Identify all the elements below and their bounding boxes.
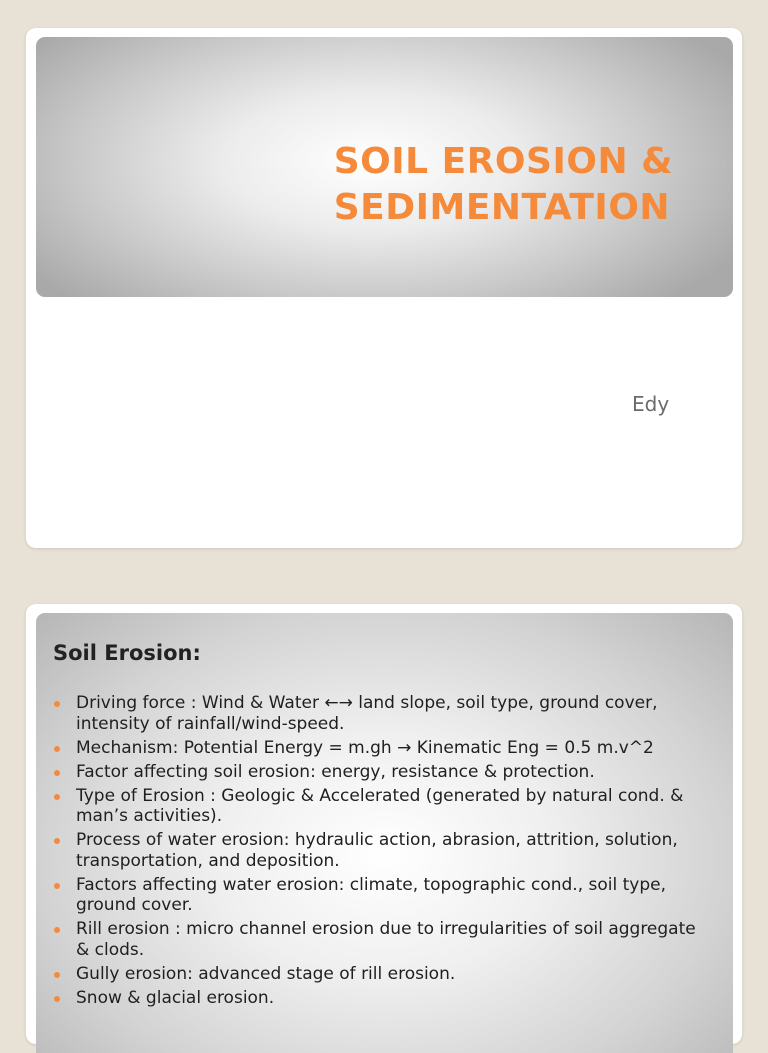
bullet-text: Mechanism: Potential Energy = m.gh → Kinematic Eng = 0.5 m.v^2 — [76, 737, 654, 758]
slide-title-line-1: SOIL EROSION & — [333, 141, 673, 182]
bullet-item-mechanism — [53, 738, 703, 759]
content-slide — [26, 604, 742, 1044]
bullet-dot-icon — [54, 701, 60, 707]
bullet-text: Process of water erosion: hydraulic action, abrasion, attrition, solution, transportation, and deposition. — [76, 830, 678, 871]
slide-title-line-2: SEDIMENTATION — [333, 187, 671, 228]
title-slide — [26, 28, 742, 548]
bullet-item-gully-erosion — [53, 964, 703, 985]
bullet-text: Driving force : Wind & Water ←→ land slope, soil type, ground cover, intensity of rainfall/wind-speed. — [76, 693, 658, 734]
bullet-dot-icon — [54, 770, 60, 776]
content-heading: Soil Erosion: — [53, 641, 201, 665]
bullet-text: Type of Erosion : Geologic & Accelerated (generated by natural cond. & man’s activities). — [76, 785, 684, 826]
bullet-item-driving-force — [53, 693, 703, 734]
bullet-dot-icon — [54, 883, 60, 889]
bullet-text: Rill erosion : micro channel erosion due to irregularities of soil aggregate & clods. — [76, 919, 696, 960]
bullet-text: Gully erosion: advanced stage of rill erosion. — [76, 963, 456, 984]
bullet-item-factors-water-erosion — [53, 875, 703, 916]
bullet-dot-icon — [54, 972, 60, 978]
bullet-item-type-of-erosion — [53, 786, 703, 827]
slide-subtitle-author: Edy — [632, 392, 670, 416]
bullet-dot-icon — [54, 746, 60, 752]
bullet-text: Snow & glacial erosion. — [76, 987, 275, 1008]
bullet-dot-icon — [54, 927, 60, 933]
bullet-item-process-water-erosion — [53, 830, 703, 871]
bullet-dot-icon — [54, 996, 60, 1002]
bullet-dot-icon — [54, 838, 60, 844]
slide-title — [334, 139, 673, 231]
bullet-text: Factor affecting soil erosion: energy, resistance & protection. — [76, 761, 595, 782]
content-panel — [36, 613, 733, 1053]
bullet-text: Factors affecting water erosion: climate, topographic cond., soil type, ground cover. — [76, 874, 667, 915]
title-panel — [36, 37, 733, 297]
bullet-item-rill-erosion — [53, 919, 703, 960]
bullet-dot-icon — [54, 794, 60, 800]
bullet-item-factor-affecting — [53, 762, 703, 783]
bullet-item-snow-glacial-erosion — [53, 988, 703, 1009]
bullet-list — [53, 693, 703, 1012]
